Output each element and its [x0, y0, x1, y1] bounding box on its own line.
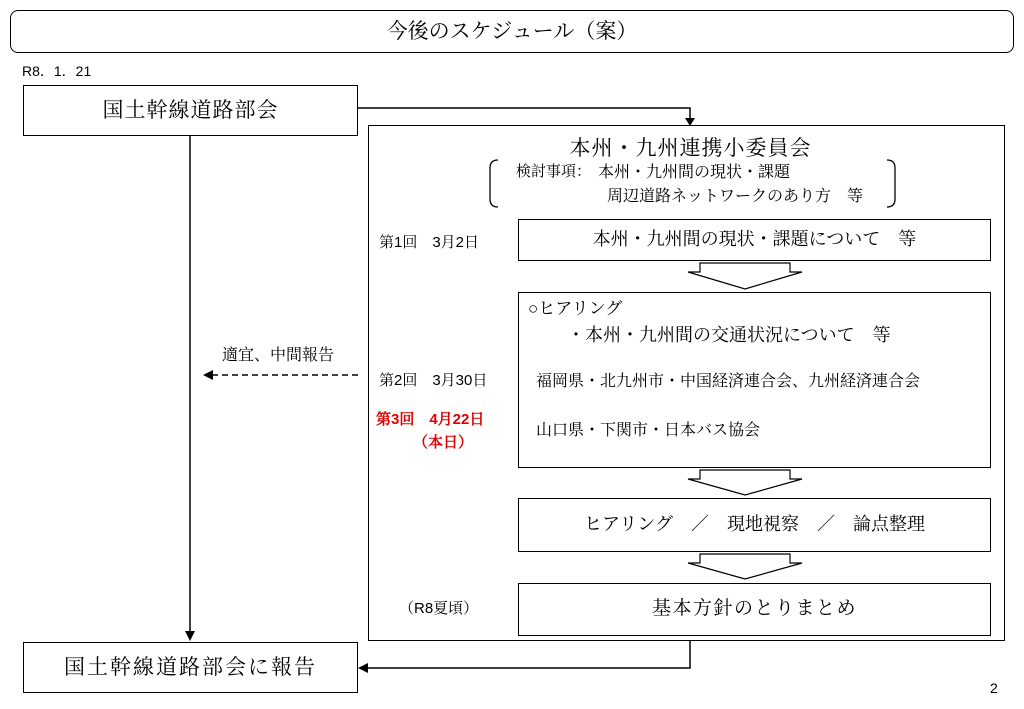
- slide-date: R8．1．21: [22, 63, 92, 79]
- page-number: 2: [990, 680, 998, 696]
- topics-label: 検討事項：: [516, 163, 592, 180]
- main-committee-box: [23, 85, 358, 136]
- final-timing: （R8夏頃）: [399, 600, 479, 617]
- interim-report-label: 適宜、中間報告: [222, 347, 335, 364]
- arrowhead-left-icon: [203, 370, 213, 380]
- final-box: [518, 583, 991, 636]
- main-committee-label: 国土幹線道路部会: [102, 98, 279, 122]
- connector-subcommittee-to-report: [367, 640, 690, 668]
- subcommittee-title: 本州・九州連携小委員会: [569, 137, 812, 160]
- arrowhead-left-icon: [358, 663, 368, 673]
- session-2-label: 第2回 3月30日: [379, 372, 488, 389]
- session-1-label: 第1回 3月2日: [379, 234, 480, 251]
- arrowhead-down-icon: [185, 631, 195, 641]
- connector-to-subcommittee: [357, 108, 690, 119]
- hearing-box: [518, 292, 991, 468]
- hearing-subtitle: ・本州・九州間の交通状況について 等: [567, 325, 891, 345]
- session-3-label: 第3回 4月22日: [376, 411, 485, 428]
- session-3-participants: 山口県・下関市・日本バス協会: [536, 422, 761, 439]
- hearing-title: ○ヒアリング: [528, 299, 623, 318]
- next-step-box: [518, 498, 991, 552]
- title-box: [10, 10, 1014, 53]
- slide-title: 今後のスケジュール（案）: [386, 19, 638, 43]
- subcommittee-box: [368, 125, 1005, 641]
- topic-item: 本州・九州間の現状・課題: [598, 164, 791, 181]
- next-step-label: ヒアリング ／ 現地視察 ／ 論点整理: [584, 514, 925, 535]
- report-label: 国土幹線道路部会に報告: [64, 655, 317, 679]
- final-label: 基本方針のとりまとめ: [651, 598, 857, 620]
- report-box: [23, 642, 358, 693]
- session-1-content: 本州・九州間の現状・課題について 等: [592, 229, 917, 250]
- topic-item: 周辺道路ネットワークのあり方 等: [607, 188, 864, 205]
- session-1-box: [518, 219, 991, 261]
- session-3-today-note: （本日）: [413, 434, 474, 451]
- session-2-participants: 福岡県・北九州市・中国経済連合会、九州経済連合会: [536, 373, 921, 390]
